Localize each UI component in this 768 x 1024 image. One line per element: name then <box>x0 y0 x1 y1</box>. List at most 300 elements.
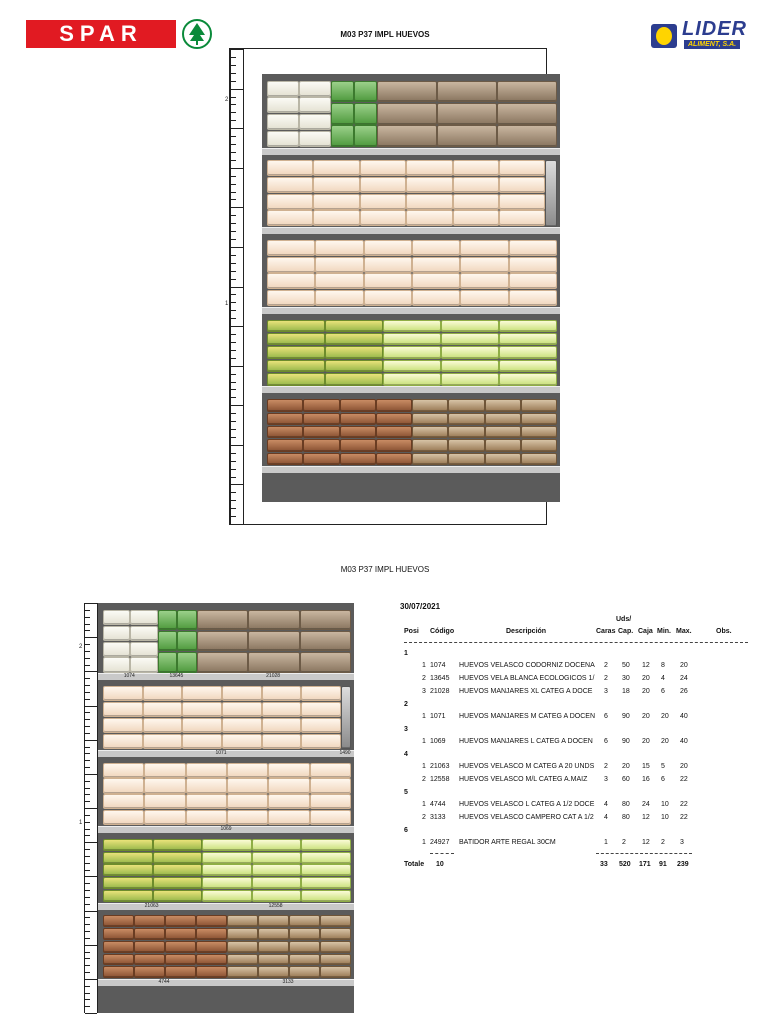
ruler-tick <box>85 781 90 782</box>
row-cap: 60 <box>622 776 630 783</box>
product-facing <box>437 80 495 148</box>
shelf-bar <box>262 386 560 393</box>
egg-pack <box>289 966 320 978</box>
product-facing <box>499 160 543 228</box>
egg-pack <box>460 273 508 289</box>
egg-pack <box>103 877 153 889</box>
product-facing <box>376 398 410 466</box>
egg-pack <box>143 686 183 701</box>
product-facing <box>331 80 352 148</box>
ruler-tick <box>231 176 236 177</box>
egg-pack <box>186 810 227 825</box>
ruler-tick <box>85 945 97 946</box>
row-max: 40 <box>680 713 688 720</box>
ruler-tick <box>231 239 236 240</box>
ruler-tick <box>85 856 90 857</box>
row-description: HUEVOS VELASCO M CATEG A 20 UNDS <box>459 763 595 770</box>
ruler-tick <box>85 624 90 625</box>
egg-pack <box>325 346 383 359</box>
product-facing <box>130 609 155 673</box>
ruler-tick <box>231 382 236 383</box>
ruler-tick <box>85 712 90 713</box>
ruler-tick <box>85 972 90 973</box>
ruler-tick <box>231 168 243 169</box>
egg-pack <box>252 852 302 864</box>
row-min: 10 <box>661 814 669 821</box>
egg-pack <box>499 194 545 210</box>
ruler-tick <box>231 136 236 137</box>
ruler-tick <box>231 334 236 335</box>
ruler-tick <box>231 128 243 129</box>
row-caras: 1 <box>604 839 608 846</box>
ruler-tick <box>231 184 236 185</box>
row-min: 10 <box>661 801 669 808</box>
egg-pack <box>103 941 134 953</box>
egg-pack <box>448 439 484 452</box>
egg-pack <box>268 763 309 778</box>
egg-pack <box>196 915 227 927</box>
egg-pack <box>143 702 183 717</box>
egg-pack <box>460 240 508 256</box>
egg-pack <box>130 642 157 657</box>
product-facing <box>252 838 300 902</box>
egg-pack <box>227 941 258 953</box>
row-description: HUEVOS VELASCO L CATEG A 1/2 DOCE <box>459 801 595 808</box>
egg-pack <box>227 794 268 809</box>
egg-pack <box>202 852 252 864</box>
row-uds: 15 <box>642 763 650 770</box>
group-position: 5 <box>404 789 408 796</box>
lider-wordmark: LIDER <box>682 18 747 40</box>
egg-pack <box>289 954 320 966</box>
ruler-tick <box>231 207 243 208</box>
lider-logo <box>650 18 746 52</box>
ruler-tick <box>231 199 236 200</box>
ruler-tick <box>85 637 97 638</box>
egg-pack <box>412 257 460 273</box>
egg-pack <box>267 131 299 147</box>
ruler-tick <box>231 215 236 216</box>
ruler-tick <box>85 911 97 912</box>
egg-pack <box>182 734 222 749</box>
egg-pack <box>186 794 227 809</box>
totals-min: 91 <box>659 861 667 868</box>
row-index: 1 <box>422 662 426 669</box>
ruler-tick <box>231 152 236 153</box>
ruler-tick <box>231 421 236 422</box>
row-index: 2 <box>422 675 426 682</box>
row-caras: 2 <box>604 763 608 770</box>
product-facing <box>289 915 318 979</box>
ruler-tick <box>231 144 236 145</box>
row-uds: 20 <box>642 688 650 695</box>
egg-pack <box>485 453 521 466</box>
egg-pack <box>499 177 545 193</box>
shelf-bar <box>262 466 560 473</box>
egg-pack <box>448 426 484 439</box>
ruler-tick <box>231 49 243 50</box>
ruler-tick <box>85 788 90 789</box>
egg-pack <box>376 439 412 452</box>
ruler-tick <box>85 958 90 959</box>
egg-pack <box>202 890 252 902</box>
spar-logo <box>26 18 218 50</box>
ruler-tick <box>231 57 236 58</box>
egg-pack <box>320 928 351 940</box>
ruler-tick <box>85 1013 97 1014</box>
egg-pack <box>325 333 383 346</box>
egg-pack <box>143 718 183 733</box>
ruler-tick <box>231 429 236 430</box>
ruler-tick <box>231 508 236 509</box>
egg-pack <box>331 81 354 103</box>
product-facing <box>267 239 313 307</box>
ruler-tick <box>231 255 236 256</box>
egg-pack <box>340 439 376 452</box>
egg-pack <box>376 399 412 412</box>
egg-pack <box>497 103 557 125</box>
row-description: HUEVOS VELASCO M/L CATEG A.MAIZ <box>459 776 588 783</box>
egg-pack <box>383 320 441 333</box>
totals-max: 239 <box>677 861 689 868</box>
egg-pack <box>267 194 313 210</box>
ruler-tick <box>85 999 90 1000</box>
ruler-tick <box>85 924 90 925</box>
egg-pack <box>103 686 143 701</box>
egg-pack <box>301 864 351 876</box>
product-facing <box>340 398 374 466</box>
totals-label: Totale <box>404 861 425 868</box>
egg-pack <box>165 941 196 953</box>
egg-pack <box>267 160 313 176</box>
row-description: HUEVOS MANJARES L CATEG A DOCEN <box>459 738 593 745</box>
product-facing <box>268 762 307 826</box>
egg-pack <box>103 890 153 902</box>
egg-pack <box>301 890 351 902</box>
shelf-code-label: 13645 <box>169 673 184 680</box>
egg-pack <box>177 610 197 630</box>
row-index: 1 <box>422 713 426 720</box>
ruler-tick <box>85 952 90 953</box>
egg-pack <box>499 346 557 359</box>
egg-pack <box>252 890 302 902</box>
ruler-tick <box>85 876 97 877</box>
ruler-label: 1 <box>225 300 229 307</box>
row-max: 20 <box>680 763 688 770</box>
egg-pack <box>103 954 134 966</box>
egg-pack <box>103 610 130 625</box>
ruler-tick <box>85 726 90 727</box>
egg-pack <box>258 941 289 953</box>
product-facing <box>406 160 450 228</box>
egg-pack <box>376 413 412 426</box>
egg-pack <box>412 290 460 306</box>
row-code: 21063 <box>430 763 450 770</box>
row-cap: 18 <box>622 688 630 695</box>
ruler-tick <box>85 835 90 836</box>
egg-pack <box>412 453 448 466</box>
egg-pack <box>340 426 376 439</box>
report-date: 30/07/2021 <box>400 602 441 611</box>
lider-subtitle: ALIMENT, S.A. <box>684 40 740 49</box>
egg-pack <box>267 273 315 289</box>
group-position: 2 <box>404 701 408 708</box>
egg-pack <box>267 413 303 426</box>
egg-pack <box>267 453 303 466</box>
shelf-bar <box>262 148 560 155</box>
egg-pack <box>499 160 545 176</box>
egg-pack <box>453 160 499 176</box>
row-cap: 50 <box>622 662 630 669</box>
ruler-tick <box>85 822 90 823</box>
ruler-tick <box>85 993 90 994</box>
egg-pack <box>315 290 363 306</box>
egg-pack <box>262 734 302 749</box>
shelf-bar <box>262 307 560 314</box>
egg-pack <box>103 915 134 927</box>
row-min: 20 <box>661 713 669 720</box>
ruler-tick <box>85 671 97 672</box>
row-min: 6 <box>661 688 665 695</box>
egg-pack <box>103 657 130 672</box>
row-uds: 12 <box>642 662 650 669</box>
egg-pack <box>383 346 441 359</box>
egg-pack <box>364 290 412 306</box>
product-facing <box>341 685 349 749</box>
row-max: 20 <box>680 662 688 669</box>
egg-pack <box>412 413 448 426</box>
ruler-tick <box>85 699 90 700</box>
egg-pack <box>485 426 521 439</box>
egg-pack <box>448 399 484 412</box>
egg-pack <box>153 839 203 851</box>
egg-pack <box>268 778 309 793</box>
ruler-tick <box>85 870 90 871</box>
product-facing <box>103 762 142 826</box>
header-codigo: Código <box>430 628 455 635</box>
egg-pack <box>545 160 557 227</box>
egg-pack <box>299 97 331 113</box>
shelf-code-label: 1074 <box>123 673 135 680</box>
row-uds: 12 <box>642 814 650 821</box>
egg-pack <box>227 915 258 927</box>
egg-pack <box>289 941 320 953</box>
egg-pack <box>521 439 557 452</box>
ruler-tick <box>231 310 236 311</box>
egg-pack <box>299 131 331 147</box>
product-facing <box>182 685 220 749</box>
product-facing <box>545 160 555 228</box>
egg-pack <box>521 453 557 466</box>
product-facing <box>412 239 458 307</box>
totals-count: 10 <box>436 861 444 868</box>
egg-pack <box>315 273 363 289</box>
egg-pack <box>437 103 497 125</box>
egg-pack <box>267 399 303 412</box>
egg-pack <box>158 610 178 630</box>
egg-pack <box>320 966 351 978</box>
totals-uds: 171 <box>639 861 651 868</box>
egg-pack <box>267 333 325 346</box>
row-cap: 90 <box>622 713 630 720</box>
ruler-label: 1 <box>79 820 83 827</box>
egg-pack <box>267 439 303 452</box>
egg-pack <box>258 966 289 978</box>
ruler-tick <box>85 774 97 775</box>
egg-pack <box>165 966 196 978</box>
egg-pack <box>144 810 185 825</box>
egg-pack <box>267 373 325 386</box>
egg-pack <box>331 125 354 147</box>
egg-pack <box>182 686 222 701</box>
egg-pack <box>499 333 557 346</box>
egg-pack <box>202 864 252 876</box>
ruler-label: 2 <box>79 644 83 650</box>
egg-pack <box>320 915 351 927</box>
row-code: 1074 <box>430 662 446 669</box>
egg-pack <box>313 210 359 226</box>
egg-pack <box>186 763 227 778</box>
egg-pack <box>248 652 299 672</box>
row-code: 3133 <box>430 814 446 821</box>
ruler-tick <box>231 287 243 288</box>
ruler-tick <box>85 692 90 693</box>
egg-pack <box>144 778 185 793</box>
egg-pack <box>325 373 383 386</box>
ruler-tick <box>85 740 97 741</box>
product-facing <box>103 609 128 673</box>
egg-pack <box>202 839 252 851</box>
egg-pack <box>301 686 341 701</box>
ruler-tick <box>231 469 236 470</box>
row-description: HUEVOS MANJARES M CATEG A DOCEN <box>459 713 596 720</box>
egg-pack <box>103 839 153 851</box>
ruler-tick <box>231 358 236 359</box>
egg-pack <box>289 915 320 927</box>
shelf-code-label: 4744 <box>158 979 170 985</box>
product-facing <box>453 160 497 228</box>
row-description: HUEVOS VELASCO CAMPERO CAT A 1/2 <box>459 814 594 821</box>
egg-pack <box>165 928 196 940</box>
egg-pack <box>360 210 406 226</box>
header-min: Min. <box>657 628 671 635</box>
product-facing <box>258 915 287 979</box>
egg-pack <box>412 439 448 452</box>
product-facing <box>267 160 311 228</box>
product-facing <box>521 398 555 466</box>
ruler-tick <box>231 318 236 319</box>
egg-pack <box>340 453 376 466</box>
planogram-small <box>74 603 354 1013</box>
row-min: 2 <box>661 839 665 846</box>
ruler-tick <box>231 477 236 478</box>
egg-pack <box>485 439 521 452</box>
ruler-tick <box>231 516 236 517</box>
egg-pack <box>377 125 437 147</box>
egg-pack <box>360 194 406 210</box>
ruler-tick <box>85 753 90 754</box>
egg-pack <box>177 652 197 672</box>
row-index: 3 <box>422 688 426 695</box>
ruler-tick <box>231 389 236 390</box>
ruler-tick <box>231 453 236 454</box>
row-caras: 3 <box>604 688 608 695</box>
shelf-code-label: 21063 <box>144 902 159 909</box>
egg-pack <box>499 360 557 373</box>
row-cap: 2 <box>622 839 626 846</box>
egg-pack <box>313 160 359 176</box>
ruler-tick <box>85 658 90 659</box>
egg-pack <box>509 240 557 256</box>
product-facing <box>313 160 357 228</box>
egg-pack <box>521 399 557 412</box>
ruler-label: 2 <box>225 96 229 103</box>
ruler-tick <box>85 719 90 720</box>
ruler-tick <box>85 849 90 850</box>
egg-pack <box>262 718 302 733</box>
egg-pack <box>364 257 412 273</box>
egg-pack <box>130 610 157 625</box>
ruler-tick <box>85 965 90 966</box>
row-caras: 6 <box>604 738 608 745</box>
egg-pack <box>303 399 339 412</box>
row-index: 1 <box>422 738 426 745</box>
egg-pack <box>340 413 376 426</box>
product-facing <box>144 762 183 826</box>
product-facing <box>196 915 225 979</box>
egg-pack <box>354 103 377 125</box>
egg-pack <box>165 915 196 927</box>
ruler-tick <box>231 81 236 82</box>
egg-pack <box>497 125 557 147</box>
row-description: HUEVOS MANJARES XL CATEG A DOCE <box>459 688 593 695</box>
row-caras: 2 <box>604 662 608 669</box>
product-facing <box>177 609 195 673</box>
egg-pack <box>320 954 351 966</box>
ruler-tick <box>231 231 236 232</box>
shelf-bar <box>262 227 560 234</box>
egg-pack <box>453 210 499 226</box>
egg-pack <box>383 333 441 346</box>
row-cap: 80 <box>622 814 630 821</box>
group-position: 4 <box>404 751 408 758</box>
egg-pack <box>227 778 268 793</box>
product-facing <box>499 319 555 387</box>
shelf-code-label: 21028 <box>266 673 281 680</box>
egg-pack <box>267 257 315 273</box>
egg-pack <box>341 686 351 749</box>
egg-pack <box>227 954 258 966</box>
egg-pack <box>258 915 289 927</box>
egg-pack <box>313 194 359 210</box>
ruler-tick <box>85 644 90 645</box>
product-facing <box>354 80 375 148</box>
egg-pack <box>406 177 452 193</box>
ruler-tick <box>85 801 90 802</box>
egg-pack <box>360 177 406 193</box>
egg-pack <box>130 657 157 672</box>
egg-pack <box>103 702 143 717</box>
row-min: 4 <box>661 675 665 682</box>
ruler-tick <box>231 294 236 295</box>
ruler-tick <box>231 484 243 485</box>
egg-pack <box>103 718 143 733</box>
egg-pack <box>103 966 134 978</box>
ruler-tick <box>231 73 236 74</box>
egg-pack <box>299 114 331 130</box>
header-uds-top: Uds/ <box>616 616 632 623</box>
egg-pack <box>103 763 144 778</box>
